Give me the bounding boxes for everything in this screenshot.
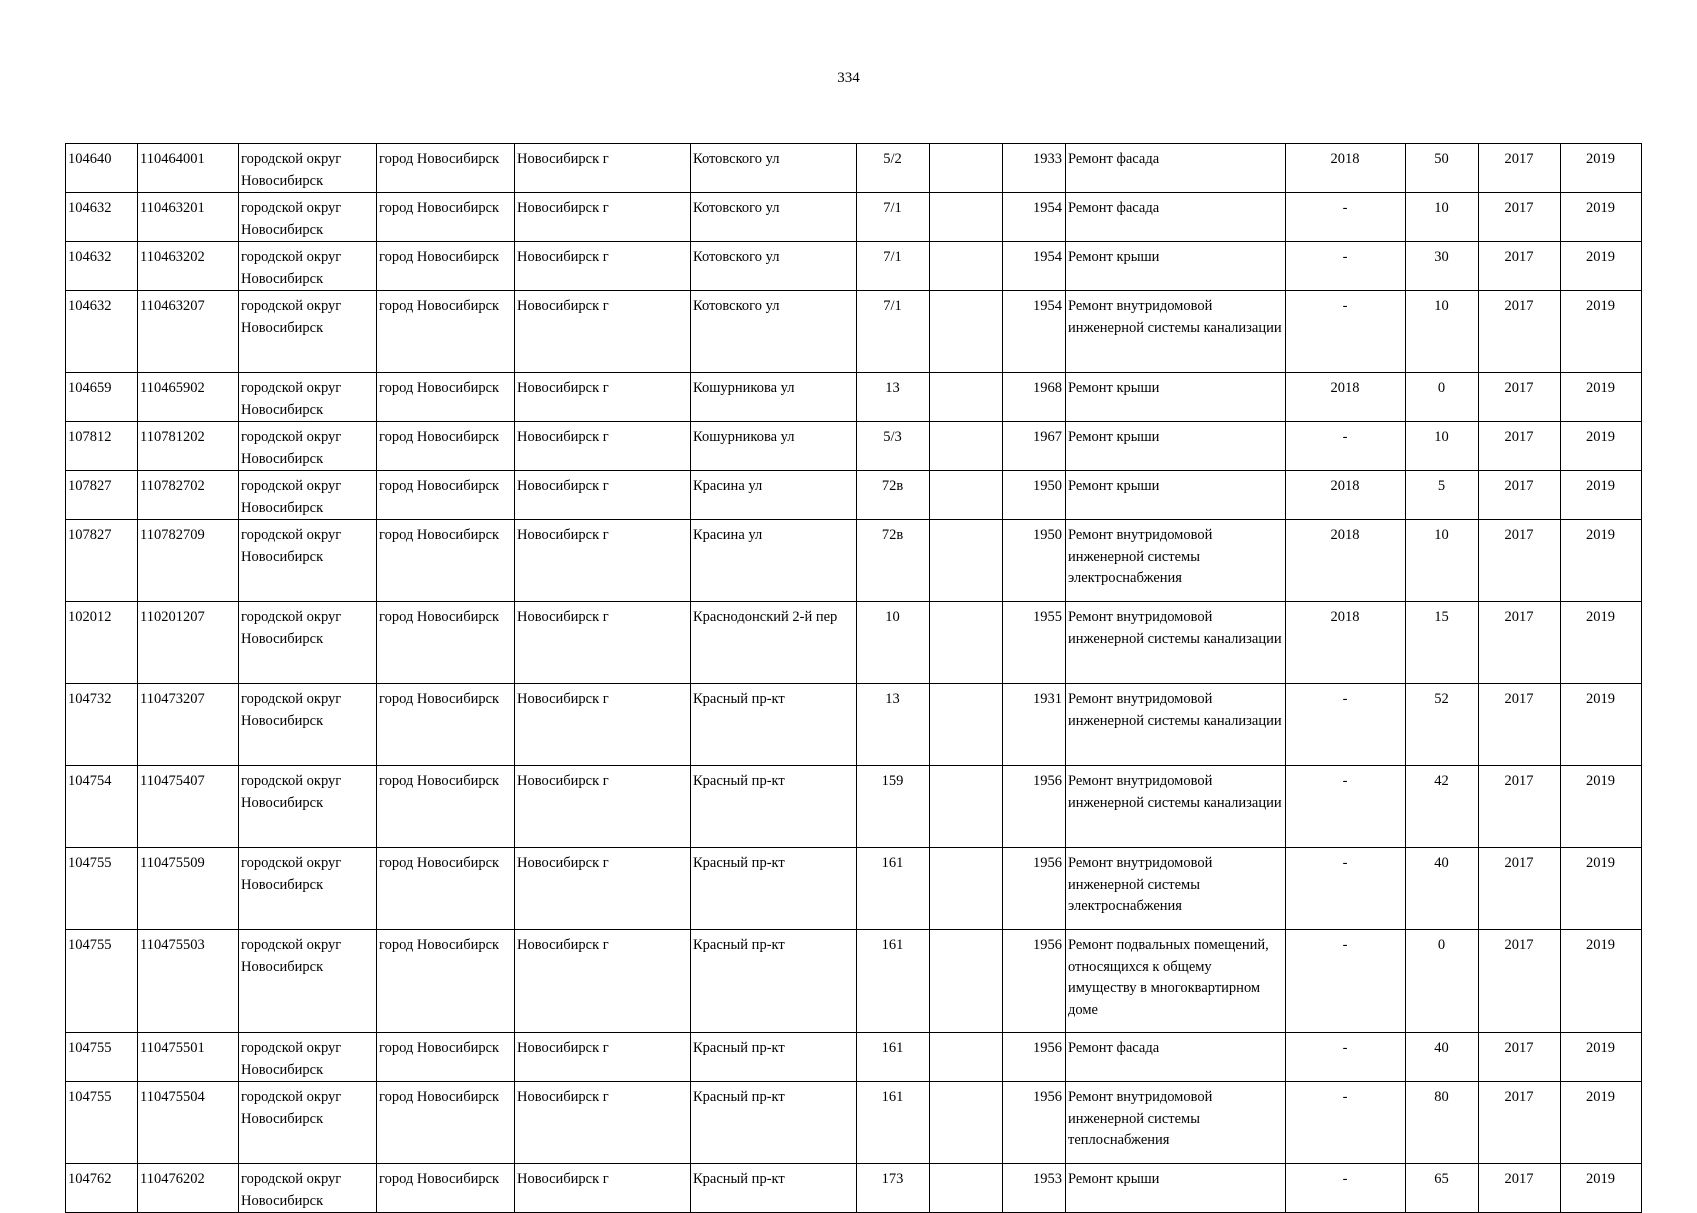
cell-locality: Новосибирск г	[515, 766, 691, 848]
cell-wear: 40	[1406, 848, 1479, 930]
cell-year-from: 2017	[1479, 930, 1561, 1033]
cell-year-done: -	[1286, 848, 1406, 930]
cell-id: 104762	[66, 1164, 138, 1213]
cell-year-from: 2017	[1479, 1082, 1561, 1164]
cell-street: Котовского ул	[691, 193, 857, 242]
cell-building	[930, 520, 1003, 602]
cell-okrug: городской округ Новосибирск	[239, 422, 377, 471]
cell-year-built: 1967	[1003, 422, 1066, 471]
cell-okrug: городской округ Новосибирск	[239, 242, 377, 291]
cell-okrug: городской округ Новосибирск	[239, 1082, 377, 1164]
cell-code: 110463202	[138, 242, 239, 291]
cell-house: 161	[857, 1033, 930, 1082]
cell-municipality: город Новосибирск	[377, 1082, 515, 1164]
cell-okrug: городской округ Новосибирск	[239, 193, 377, 242]
cell-code: 110781202	[138, 422, 239, 471]
cell-id: 104640	[66, 144, 138, 193]
cell-year-done: -	[1286, 766, 1406, 848]
cell-street: Красный пр-кт	[691, 1164, 857, 1213]
table-row	[66, 684, 1642, 766]
cell-year-done: 2018	[1286, 471, 1406, 520]
cell-year-to: 2019	[1561, 848, 1642, 930]
cell-year-to: 2019	[1561, 242, 1642, 291]
cell-house: 161	[857, 848, 930, 930]
cell-locality: Новосибирск г	[515, 1082, 691, 1164]
cell-street: Кошурникова ул	[691, 422, 857, 471]
cell-work-type: Ремонт внутридомовой инженерной системы канализации	[1066, 291, 1286, 373]
table-row	[66, 193, 1642, 242]
cell-year-done: 2018	[1286, 520, 1406, 602]
cell-year-built: 1956	[1003, 766, 1066, 848]
cell-year-to: 2019	[1561, 684, 1642, 766]
cell-year-from: 2017	[1479, 291, 1561, 373]
table-row	[66, 848, 1642, 930]
table-row	[66, 930, 1642, 1033]
cell-street: Краснодонский 2-й пер	[691, 602, 857, 684]
cell-id: 107812	[66, 422, 138, 471]
cell-municipality: город Новосибирск	[377, 471, 515, 520]
cell-year-to: 2019	[1561, 144, 1642, 193]
registry-table	[65, 143, 1642, 1213]
cell-work-type: Ремонт крыши	[1066, 373, 1286, 422]
cell-year-to: 2019	[1561, 1082, 1642, 1164]
cell-year-to: 2019	[1561, 193, 1642, 242]
cell-building	[930, 602, 1003, 684]
cell-municipality: город Новосибирск	[377, 144, 515, 193]
cell-municipality: город Новосибирск	[377, 291, 515, 373]
cell-year-to: 2019	[1561, 520, 1642, 602]
cell-building	[930, 471, 1003, 520]
table-row	[66, 1033, 1642, 1082]
cell-year-from: 2017	[1479, 766, 1561, 848]
cell-year-done: 2018	[1286, 144, 1406, 193]
cell-code: 110473207	[138, 684, 239, 766]
cell-year-from: 2017	[1479, 373, 1561, 422]
cell-year-built: 1950	[1003, 471, 1066, 520]
cell-okrug: городской округ Новосибирск	[239, 602, 377, 684]
cell-locality: Новосибирск г	[515, 193, 691, 242]
cell-code: 110465902	[138, 373, 239, 422]
cell-municipality: город Новосибирск	[377, 766, 515, 848]
cell-code: 110475501	[138, 1033, 239, 1082]
cell-work-type: Ремонт подвальных помещений, относящихся к общему имуществу в многоквартирном доме	[1066, 930, 1286, 1033]
cell-work-type: Ремонт внутридомовой инженерной системы канализации	[1066, 766, 1286, 848]
table-row	[66, 242, 1642, 291]
cell-house: 7/1	[857, 242, 930, 291]
cell-year-from: 2017	[1479, 422, 1561, 471]
cell-okrug: городской округ Новосибирск	[239, 471, 377, 520]
cell-id: 104732	[66, 684, 138, 766]
cell-year-to: 2019	[1561, 422, 1642, 471]
cell-okrug: городской округ Новосибирск	[239, 1033, 377, 1082]
table-row	[66, 602, 1642, 684]
cell-year-built: 1954	[1003, 242, 1066, 291]
cell-locality: Новосибирск г	[515, 144, 691, 193]
cell-year-from: 2017	[1479, 848, 1561, 930]
cell-okrug: городской округ Новосибирск	[239, 766, 377, 848]
cell-work-type: Ремонт крыши	[1066, 422, 1286, 471]
cell-work-type: Ремонт внутридомовой инженерной системы канализации	[1066, 684, 1286, 766]
cell-work-type: Ремонт крыши	[1066, 1164, 1286, 1213]
cell-year-done: -	[1286, 684, 1406, 766]
cell-year-done: -	[1286, 1082, 1406, 1164]
cell-municipality: город Новосибирск	[377, 193, 515, 242]
cell-wear: 10	[1406, 422, 1479, 471]
table-row	[66, 520, 1642, 602]
cell-code: 110463201	[138, 193, 239, 242]
cell-code: 110782709	[138, 520, 239, 602]
cell-municipality: город Новосибирск	[377, 848, 515, 930]
cell-house: 161	[857, 1082, 930, 1164]
cell-year-to: 2019	[1561, 291, 1642, 373]
cell-locality: Новосибирск г	[515, 1033, 691, 1082]
cell-code: 110782702	[138, 471, 239, 520]
cell-year-done: -	[1286, 930, 1406, 1033]
cell-year-to: 2019	[1561, 1164, 1642, 1213]
cell-house: 7/1	[857, 291, 930, 373]
cell-work-type: Ремонт внутридомовой инженерной системы электроснабжения	[1066, 848, 1286, 930]
cell-house: 72в	[857, 471, 930, 520]
cell-locality: Новосибирск г	[515, 422, 691, 471]
cell-house: 5/3	[857, 422, 930, 471]
cell-year-built: 1933	[1003, 144, 1066, 193]
cell-year-built: 1953	[1003, 1164, 1066, 1213]
cell-work-type: Ремонт фасада	[1066, 1033, 1286, 1082]
cell-year-from: 2017	[1479, 684, 1561, 766]
cell-year-done: 2018	[1286, 602, 1406, 684]
cell-year-to: 2019	[1561, 1033, 1642, 1082]
cell-house: 159	[857, 766, 930, 848]
cell-house: 7/1	[857, 193, 930, 242]
cell-house: 161	[857, 930, 930, 1033]
cell-wear: 52	[1406, 684, 1479, 766]
cell-year-done: -	[1286, 1164, 1406, 1213]
cell-work-type: Ремонт крыши	[1066, 471, 1286, 520]
cell-year-from: 2017	[1479, 471, 1561, 520]
cell-street: Красный пр-кт	[691, 766, 857, 848]
cell-locality: Новосибирск г	[515, 684, 691, 766]
cell-okrug: городской округ Новосибирск	[239, 684, 377, 766]
cell-municipality: город Новосибирск	[377, 373, 515, 422]
cell-id: 104755	[66, 1082, 138, 1164]
cell-building	[930, 848, 1003, 930]
table-row	[66, 766, 1642, 848]
cell-locality: Новосибирск г	[515, 291, 691, 373]
cell-municipality: город Новосибирск	[377, 422, 515, 471]
cell-year-built: 1956	[1003, 930, 1066, 1033]
cell-year-done: -	[1286, 422, 1406, 471]
cell-id: 107827	[66, 471, 138, 520]
cell-code: 110201207	[138, 602, 239, 684]
cell-wear: 30	[1406, 242, 1479, 291]
cell-locality: Новосибирск г	[515, 471, 691, 520]
cell-year-to: 2019	[1561, 602, 1642, 684]
cell-building	[930, 422, 1003, 471]
cell-locality: Новосибирск г	[515, 373, 691, 422]
cell-okrug: городской округ Новосибирск	[239, 291, 377, 373]
cell-work-type: Ремонт крыши	[1066, 242, 1286, 291]
cell-okrug: городской округ Новосибирск	[239, 848, 377, 930]
cell-street: Красный пр-кт	[691, 930, 857, 1033]
cell-year-from: 2017	[1479, 144, 1561, 193]
cell-building	[930, 1033, 1003, 1082]
table-row	[66, 144, 1642, 193]
cell-street: Котовского ул	[691, 291, 857, 373]
cell-house: 10	[857, 602, 930, 684]
cell-year-built: 1955	[1003, 602, 1066, 684]
page-number: 334	[837, 70, 860, 86]
cell-building	[930, 1082, 1003, 1164]
cell-street: Красный пр-кт	[691, 1082, 857, 1164]
cell-year-built: 1954	[1003, 193, 1066, 242]
cell-locality: Новосибирск г	[515, 242, 691, 291]
cell-year-built: 1956	[1003, 1082, 1066, 1164]
cell-id: 102012	[66, 602, 138, 684]
cell-year-from: 2017	[1479, 520, 1561, 602]
cell-street: Кошурникова ул	[691, 373, 857, 422]
cell-work-type: Ремонт фасада	[1066, 144, 1286, 193]
cell-municipality: город Новосибирск	[377, 1164, 515, 1213]
cell-building	[930, 193, 1003, 242]
cell-building	[930, 684, 1003, 766]
cell-id: 107827	[66, 520, 138, 602]
cell-municipality: город Новосибирск	[377, 684, 515, 766]
cell-work-type: Ремонт фасада	[1066, 193, 1286, 242]
cell-wear: 15	[1406, 602, 1479, 684]
cell-building	[930, 144, 1003, 193]
cell-locality: Новосибирск г	[515, 1164, 691, 1213]
table-row	[66, 291, 1642, 373]
cell-year-from: 2017	[1479, 1164, 1561, 1213]
cell-house: 5/2	[857, 144, 930, 193]
cell-municipality: город Новосибирск	[377, 602, 515, 684]
cell-street: Красина ул	[691, 520, 857, 602]
cell-year-from: 2017	[1479, 1033, 1561, 1082]
cell-year-built: 1956	[1003, 848, 1066, 930]
cell-locality: Новосибирск г	[515, 520, 691, 602]
cell-code: 110463207	[138, 291, 239, 373]
cell-wear: 5	[1406, 471, 1479, 520]
cell-wear: 80	[1406, 1082, 1479, 1164]
cell-year-done: -	[1286, 1033, 1406, 1082]
cell-id: 104755	[66, 930, 138, 1033]
cell-street: Красный пр-кт	[691, 684, 857, 766]
cell-municipality: город Новосибирск	[377, 242, 515, 291]
cell-code: 110464001	[138, 144, 239, 193]
cell-year-to: 2019	[1561, 373, 1642, 422]
cell-street: Котовского ул	[691, 144, 857, 193]
cell-id: 104755	[66, 848, 138, 930]
cell-street: Красина ул	[691, 471, 857, 520]
table-row	[66, 422, 1642, 471]
cell-year-done: 2018	[1286, 373, 1406, 422]
cell-year-to: 2019	[1561, 930, 1642, 1033]
cell-id: 104632	[66, 291, 138, 373]
table-body	[66, 144, 1642, 1213]
cell-okrug: городской округ Новосибирск	[239, 520, 377, 602]
cell-id: 104659	[66, 373, 138, 422]
cell-building	[930, 373, 1003, 422]
cell-code: 110476202	[138, 1164, 239, 1213]
table-row	[66, 1164, 1642, 1213]
table-row	[66, 373, 1642, 422]
cell-wear: 50	[1406, 144, 1479, 193]
cell-wear: 10	[1406, 520, 1479, 602]
cell-code: 110475509	[138, 848, 239, 930]
cell-year-to: 2019	[1561, 766, 1642, 848]
cell-year-from: 2017	[1479, 193, 1561, 242]
table-row	[66, 471, 1642, 520]
cell-building	[930, 291, 1003, 373]
cell-work-type: Ремонт внутридомовой инженерной системы канализации	[1066, 602, 1286, 684]
cell-code: 110475504	[138, 1082, 239, 1164]
cell-year-built: 1968	[1003, 373, 1066, 422]
cell-okrug: городской округ Новосибирск	[239, 373, 377, 422]
cell-year-to: 2019	[1561, 471, 1642, 520]
cell-year-done: -	[1286, 193, 1406, 242]
cell-municipality: город Новосибирск	[377, 930, 515, 1033]
cell-wear: 42	[1406, 766, 1479, 848]
cell-municipality: город Новосибирск	[377, 520, 515, 602]
cell-id: 104754	[66, 766, 138, 848]
cell-work-type: Ремонт внутридомовой инженерной системы электроснабжения	[1066, 520, 1286, 602]
cell-year-done: -	[1286, 242, 1406, 291]
cell-okrug: городской округ Новосибирск	[239, 930, 377, 1033]
cell-okrug: городской округ Новосибирск	[239, 1164, 377, 1213]
cell-wear: 40	[1406, 1033, 1479, 1082]
cell-locality: Новосибирск г	[515, 602, 691, 684]
cell-id: 104632	[66, 193, 138, 242]
cell-id: 104632	[66, 242, 138, 291]
cell-work-type: Ремонт внутридомовой инженерной системы теплоснабжения	[1066, 1082, 1286, 1164]
cell-wear: 65	[1406, 1164, 1479, 1213]
cell-locality: Новосибирск г	[515, 848, 691, 930]
cell-year-from: 2017	[1479, 602, 1561, 684]
cell-building	[930, 766, 1003, 848]
cell-house: 173	[857, 1164, 930, 1213]
cell-house: 13	[857, 373, 930, 422]
cell-house: 72в	[857, 520, 930, 602]
cell-wear: 0	[1406, 373, 1479, 422]
cell-municipality: город Новосибирск	[377, 1033, 515, 1082]
table-row	[66, 1082, 1642, 1164]
cell-wear: 10	[1406, 291, 1479, 373]
cell-house: 13	[857, 684, 930, 766]
cell-code: 110475503	[138, 930, 239, 1033]
cell-wear: 0	[1406, 930, 1479, 1033]
cell-street: Красный пр-кт	[691, 1033, 857, 1082]
cell-wear: 10	[1406, 193, 1479, 242]
cell-street: Красный пр-кт	[691, 848, 857, 930]
cell-year-built: 1931	[1003, 684, 1066, 766]
cell-building	[930, 930, 1003, 1033]
cell-locality: Новосибирск г	[515, 930, 691, 1033]
cell-year-built: 1956	[1003, 1033, 1066, 1082]
cell-okrug: городской округ Новосибирск	[239, 144, 377, 193]
cell-year-done: -	[1286, 291, 1406, 373]
cell-year-from: 2017	[1479, 242, 1561, 291]
cell-street: Котовского ул	[691, 242, 857, 291]
cell-building	[930, 242, 1003, 291]
cell-year-built: 1954	[1003, 291, 1066, 373]
cell-year-built: 1950	[1003, 520, 1066, 602]
cell-code: 110475407	[138, 766, 239, 848]
cell-id: 104755	[66, 1033, 138, 1082]
cell-building	[930, 1164, 1003, 1213]
